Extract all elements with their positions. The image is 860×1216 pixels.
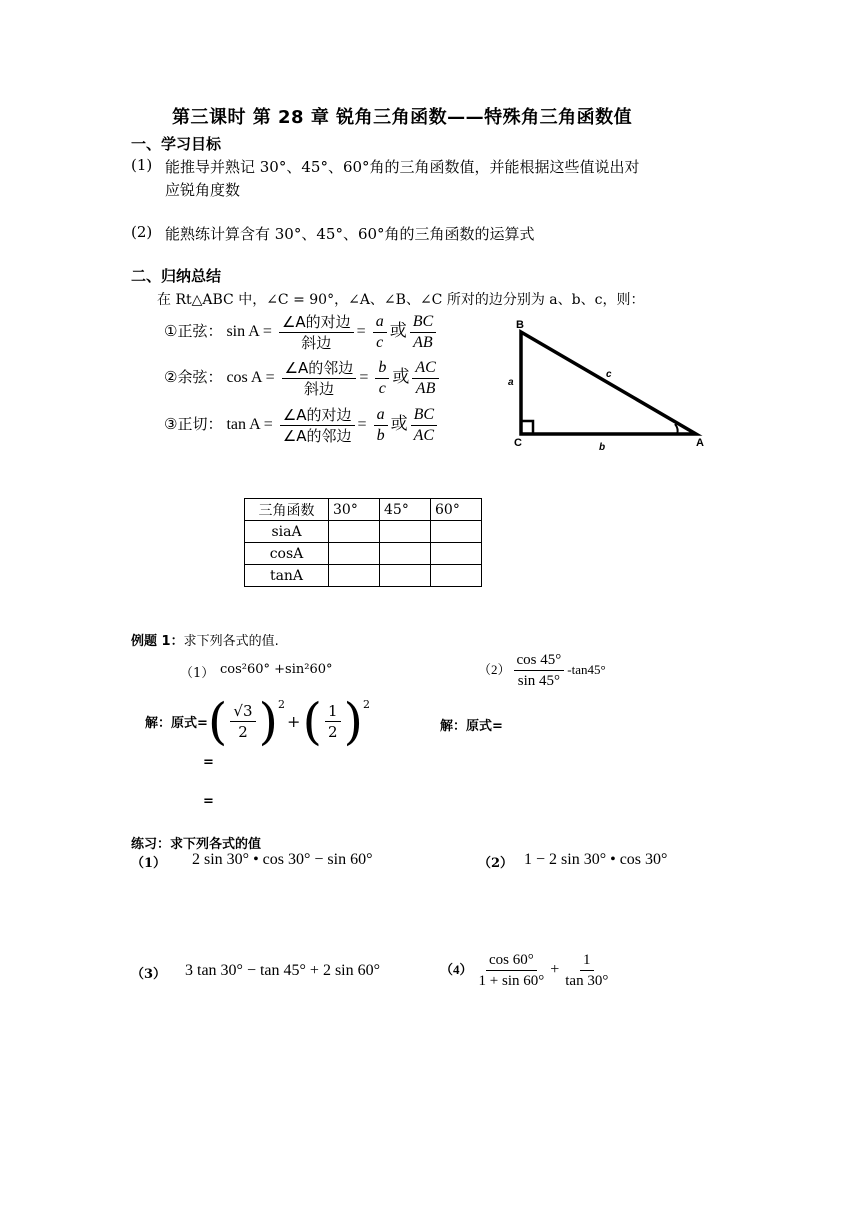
sine-formula: ①正弦： sin A = $\frac{\text{∠A的对边}}{\text{斜边}}$ = $\frac{a}{c}$ 或 $\frac{BC}{AB}$ <box>164 312 439 353</box>
side-a-label: a <box>508 377 514 388</box>
vertex-a-label: A <box>696 437 704 449</box>
table-row-label: cosA <box>245 543 329 565</box>
solution-1-step-3: = <box>203 794 214 809</box>
example-q2 <box>478 650 606 691</box>
tangent-formula: ③正切： tan A = $\frac{\text{∠A的对边}}{\text{∠A的邻边}}$ = $\frac{a}{b}$ 或 $\frac{BC}{AC}$ <box>164 405 440 446</box>
goal-1-number: (1) <box>131 156 153 174</box>
table-row-label: tanA <box>245 565 329 587</box>
cosine-or: 或 <box>392 367 410 388</box>
cosine-den3: AB <box>415 380 436 397</box>
example-q2-denominator: sin 45° <box>517 673 561 689</box>
page-title: 第三课时 第 28 章 锐角三角函数——特殊角三角函数值 <box>172 107 633 128</box>
tangent-num2: a <box>374 405 388 426</box>
practice-4-frac1-numerator: cos 60° <box>486 950 537 971</box>
sol1-plus: + <box>287 712 301 731</box>
table-cell[interactable] <box>329 543 380 565</box>
cosine-num2: b <box>375 358 389 379</box>
sine-num1: ∠A的对边 <box>279 312 354 333</box>
cosine-num1: ∠A的邻边 <box>282 358 357 379</box>
table-cell[interactable] <box>380 543 431 565</box>
table-header-cell: 30° <box>329 499 380 521</box>
example-q1-expression: cos²60° +sin²60° <box>220 662 333 677</box>
table-cell[interactable] <box>380 565 431 587</box>
practice-2-expression: 1 − 2 sin 30° • cos 30° <box>524 851 668 868</box>
practice-4-plus: + <box>550 961 560 979</box>
example-q2-tail: -tan45° <box>567 662 606 678</box>
cosine-den2: c <box>378 380 386 397</box>
section-heading-summary: 二、归纳总结 <box>131 267 222 285</box>
table-row-label: siaA <box>245 521 329 543</box>
sine-or: 或 <box>389 321 407 342</box>
tangent-label: ③正切： <box>164 415 223 434</box>
example-heading <box>131 630 279 649</box>
practice-4-frac2-numerator: 1 <box>580 950 594 971</box>
right-angle-mark <box>521 421 533 434</box>
cosine-formula: ②余弦： cos A = $\frac{\text{∠A的邻边}}{\text{斜边}}$ = $\frac{b}{c}$ 或 $\frac{AC}{AB}$ <box>164 358 442 399</box>
goal-2-number: (2) <box>131 223 153 241</box>
table-cell[interactable] <box>329 521 380 543</box>
cosine-label: ②余弦： <box>164 368 223 387</box>
table-header-cell: 三角函数 <box>245 499 329 521</box>
example-q2-number: （2） <box>478 662 511 678</box>
tangent-num3: BC <box>411 405 437 426</box>
practice-1-expression: 2 sin 30° • cos 30° − sin 60° <box>192 851 373 868</box>
example-heading-text: 求下列各式的值. <box>183 634 279 649</box>
sol1-exponent-2: 2 <box>363 698 371 711</box>
cosine-num3: AC <box>412 358 438 379</box>
sol1-frac2-numerator: 1 <box>325 701 341 722</box>
table-row <box>245 521 482 543</box>
practice-1-number: （1） <box>131 856 167 871</box>
example-heading-label: 例题 1： <box>131 634 184 649</box>
sine-lhs: sin A = <box>226 323 272 341</box>
solution-2-label: 解：原式= <box>440 719 503 734</box>
sine-den1: 斜边 <box>301 334 332 352</box>
table-cell[interactable] <box>431 521 482 543</box>
sol1-exponent-1: 2 <box>278 698 286 711</box>
vertex-b-label: B <box>516 319 524 331</box>
table-cell[interactable] <box>431 565 482 587</box>
practice-4-frac1-denominator: 1 + sin 60° <box>478 973 545 989</box>
side-b-label: b <box>599 442 606 453</box>
trig-values-table <box>244 498 482 587</box>
cosine-den1: 斜边 <box>303 380 334 398</box>
practice-4 <box>440 950 614 991</box>
left-paren-icon: ( <box>207 692 228 751</box>
table-header-cell: 45° <box>380 499 431 521</box>
example-q1-number: （1） <box>180 666 215 681</box>
sine-num2: a <box>373 312 387 333</box>
vertex-c-label: C <box>514 437 522 449</box>
triangle-shape <box>521 332 696 434</box>
cosine-lhs: cos A = <box>226 369 275 387</box>
example-q2-numerator: cos 45° <box>514 650 565 671</box>
example-solution-1 <box>145 692 371 751</box>
tangent-num1: ∠A的对边 <box>280 405 355 426</box>
tangent-lhs: tan A = <box>226 416 273 434</box>
practice-4-number: （4） <box>440 962 473 978</box>
table-row <box>245 565 482 587</box>
sine-den2: c <box>376 334 384 351</box>
sine-den3: AB <box>413 334 433 351</box>
sol1-frac2-denominator: 2 <box>327 723 338 741</box>
summary-intro: 在 Rt△ABC 中，∠C = 90°，∠A、∠B、∠C 所对的边分别为 a、b、c，则： <box>157 292 645 308</box>
sol1-frac1-numerator: √3 <box>230 701 255 722</box>
table-cell[interactable] <box>329 565 380 587</box>
solution-1-step-2: = <box>203 755 214 770</box>
right-paren-icon: ) <box>343 692 364 751</box>
tangent-or: 或 <box>390 414 408 435</box>
tangent-den1: ∠A的邻边 <box>282 427 352 445</box>
left-paren-icon: ( <box>302 692 322 751</box>
practice-2-number: （2） <box>478 856 514 871</box>
table-row <box>245 543 482 565</box>
sol1-frac1-denominator: 2 <box>238 723 248 741</box>
goal-1-line-1: 能推导并熟记 30°、45°、60°角的三角函数值，并能根据这些值说出对 <box>165 158 640 176</box>
practice-3-expression: 3 tan 30° − tan 45° + 2 sin 60° <box>185 962 381 979</box>
section-heading-goals: 一、学习目标 <box>131 135 222 153</box>
table-header-cell: 60° <box>431 499 482 521</box>
sine-label: ①正弦： <box>164 322 223 341</box>
tangent-den3: AC <box>413 427 435 444</box>
table-cell[interactable] <box>431 543 482 565</box>
solution-1-label: 解：原式= <box>145 716 208 731</box>
practice-3-number: （3） <box>131 967 167 982</box>
table-cell[interactable] <box>380 521 431 543</box>
right-triangle-diagram <box>505 315 715 455</box>
tangent-den2: b <box>376 427 385 444</box>
sine-num3: BC <box>410 312 436 333</box>
practice-heading: 练习：求下列各式的值 <box>131 837 262 852</box>
goal-2-text: 能熟练计算含有 30°、45°、60°角的三角函数的运算式 <box>165 225 535 243</box>
practice-4-frac2-denominator: tan 30° <box>565 973 609 989</box>
goal-1-line-2: 应锐角度数 <box>165 181 241 199</box>
right-paren-icon: ) <box>258 692 279 751</box>
side-c-label: c <box>606 369 612 380</box>
table-header-row <box>245 499 482 521</box>
